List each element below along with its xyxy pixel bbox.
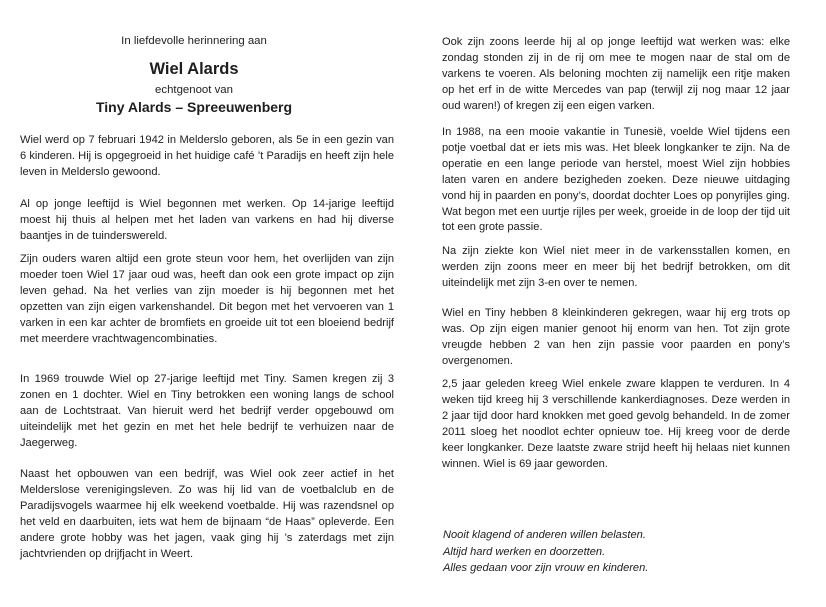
closing-verse bbox=[443, 527, 648, 577]
paragraph-grandchildren: Wiel en Tiny hebben 8 kleinkinderen gekregen, waar hij erg trots op was. Op zijn eigen manier genoot hij enorm van hen. Tot zijn grote vreugde hebben 2 van hen zijn passie voor paarden en pony’s overgenomen. bbox=[442, 307, 790, 367]
spouse-label: echtgenoot van bbox=[155, 84, 233, 96]
header-intro: In liefdevolle herinnering aan bbox=[121, 35, 267, 47]
closing-line: Altijd hard werken en doorzetten. bbox=[443, 545, 606, 558]
closing-line: Alles gedaan voor zijn vrouw en kinderen. bbox=[443, 562, 649, 574]
paragraph-sons: Ook zijn zoons leerde hij al op jonge leeftijd wat werken was: elke zondag stonden zij in de rij om mee te mogen naar de stal om de varkens te voeren. Als beloning mochten zij namelijk een ritje maken op het erf in de witte Mercedes van pap (terwijl zij nog maar 12 jaar oud waren!) of kregen zij een eigen varken. bbox=[442, 36, 790, 112]
deceased-name: Wiel Alards bbox=[149, 60, 239, 78]
paragraph-final-years: 2,5 jaar geleden kreeg Wiel enkele zware klappen te verduren. In 4 weken tijd kreeg hij 3 verschillende kankerdiagnoses. Deze werden in 2 jaar tijd door hard knokken met goed gevolg behandeld. In de zomer 2011 sloeg het noodlot echter opnieuw toe. Hij kreeg voor de derde keer longkanker. Deze laatste zware strijd heeft hij helaas niet kunnen winnen. Wiel is 69 jaar geworden. bbox=[442, 378, 790, 470]
paragraph-birth: Wiel werd op 7 februari 1942 in Melderslo geboren, als 5e in een gezin van 6 kinderen. Hij is opgegroeid in het huidige café ’t Paradijs en heeft zijn hele leven in Melderslo gewoond. bbox=[20, 134, 394, 178]
paragraph-hobbies: Naast het opbouwen van een bedrijf, was Wiel ook zeer actief in het Melderslose verenigingsleven. Zo was hij lid van de voetbalclub en de Paradijsvogels waarmee hij elk weekend voetbalde. Hij was razendsnel op het veld en daarbuiten, iets wat hem de bijnaam “de Haas” opleverde. Een andere grote hobby was het jagen, vaak ging hij ’s zaterdags met zijn jachtvrienden op drijfjacht in Weert. bbox=[20, 468, 394, 560]
closing-line: Nooit klagend of anderen willen belasten. bbox=[443, 529, 646, 541]
paragraph-illness: In 1988, na een mooie vakantie in Tunesië, voelde Wiel tijdens een potje voetbal dat er iets mis was. Het bleek longkanker te zijn. Na de operatie en een lange periode van herstel, moest Wiel zijn hobbies laten varen en andere bezigheden zoeken. Deze nieuwe uitdaging vond hij in paarden en pony’s, doordat dochter Loes op ponyrijles ging. Wat begon met een uurtje rijles per week, groeide in de loop der tijd uit tot een grote passie. bbox=[442, 126, 790, 234]
paragraph-early-work: Al op jonge leeftijd is Wiel begonnen met werken. Op 14-jarige leeftijd moest hij thuis al helpen met het laden van varkens en had hij diverse baantjes in de tuinderswereld. bbox=[20, 198, 394, 242]
paragraph-business-handover: Na zijn ziekte kon Wiel niet meer in de varkensstallen komen, en werden zijn zoons meer en meer bij het bedrijf betrokken, om dit uiteindelijk met zijn 3-en over te nemen. bbox=[442, 245, 790, 289]
paragraph-parents: Zijn ouders waren altijd een grote steun voor hem, het overlijden van zijn moeder toen Wiel 17 jaar oud was, heeft dan ook een grote impact op zijn leven gehad. Na het verlies van zijn moeder is hij begonnen met het opzetten van zijn eigen varkenshandel. Dit begon met het vervoeren van 1 varken in een kar achter de bromfiets en groeide uit tot een bloeiend bedrijf met meerdere vrachtwagencombinaties. bbox=[20, 253, 394, 345]
spouse-name: Tiny Alards – Spreeuwenberg bbox=[95, 99, 293, 115]
paragraph-marriage: In 1969 trouwde Wiel op 27-jarige leeftijd met Tiny. Samen kregen zij 3 zonen en 1 dochter. Wiel en Tiny betrokken een woning langs de school aan de Lochtstraat. Van hieruit werd het bedrijf verder opgebouwd om uiteindelijk met het gezin en met het hele bedrijf te verhuizen naar de Jaegerweg. bbox=[20, 373, 394, 449]
